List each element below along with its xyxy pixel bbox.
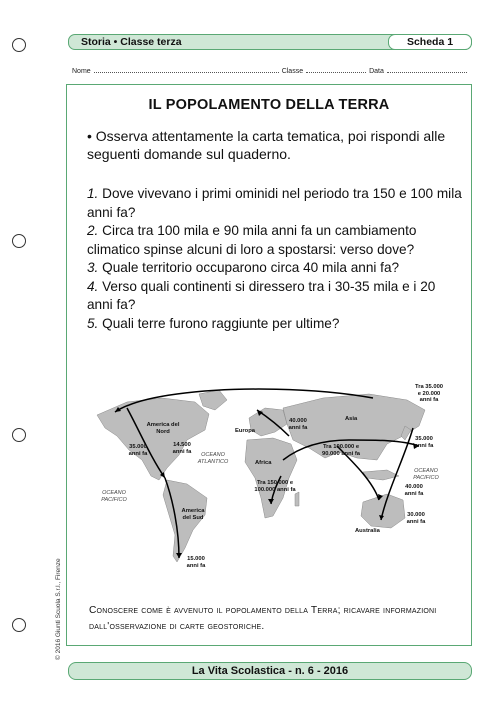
question-4: 4. Verso quali continenti si diressero tra i 30-35 mila e i 20 anni fa? — [87, 278, 436, 312]
date-na-east: 14.500 anni fa — [172, 442, 192, 455]
class-field[interactable] — [306, 66, 366, 73]
date-label: Data — [369, 68, 384, 75]
label-pacific-ocean-west: OCEANO PACIFICO — [101, 490, 127, 503]
date-ne-asia: Tra 35.000 e 20.000 anni fa — [414, 384, 444, 403]
label-australia: Australia — [355, 528, 380, 534]
north-america-shape — [97, 398, 209, 480]
class-label: Classe — [281, 68, 304, 75]
label-south-america: America del Sud — [181, 508, 205, 521]
label-atlantic-ocean: OCEANO ATLANTICO — [197, 452, 229, 465]
footer-bar: La Vita Scolastica - n. 6 - 2016 — [68, 662, 472, 680]
greenland-shape — [199, 390, 227, 410]
africa-shape — [245, 438, 297, 518]
date-field[interactable] — [387, 66, 467, 73]
date-australia: 30.000 anni fa — [406, 512, 426, 525]
sheet-label: Scheda 1 — [388, 34, 472, 50]
date-na-west: 35.000 anni fa — [128, 444, 148, 457]
label-pacific-ocean-east: OCEANO PACIFICO — [413, 468, 439, 481]
label-africa: Africa — [255, 460, 272, 466]
date-sa-south: 15.000 anni fa — [186, 556, 206, 569]
date-africa: Tra 150.000 e 100.000 anni fa — [254, 480, 296, 493]
binder-hole-upper-middle — [12, 234, 26, 248]
date-japan: 35.000 anni fa — [414, 436, 434, 449]
worksheet-title: IL POPOLAMENTO DELLA TERRA — [148, 97, 390, 113]
label-asia: Asia — [345, 416, 358, 422]
copyright-notice: © 2016 Giunti Scuola S.r.l., Firenze — [55, 558, 62, 660]
header-bar — [68, 34, 472, 50]
subject-label: Storia • Classe terza — [81, 36, 182, 48]
migration-map — [87, 380, 447, 580]
label-north-america: America del Nord — [146, 422, 180, 435]
date-europe: 40.000 anni fa — [288, 418, 308, 431]
label-europe: Europa — [235, 428, 255, 434]
learning-objective: Conoscere come è avvenuto il popolamento della Terra; ricavare informazioni dall'osservazione di carte geostoriche. — [89, 605, 437, 632]
madagascar-shape — [295, 492, 299, 506]
name-label: Nome — [72, 68, 91, 75]
question-list — [87, 185, 462, 333]
binder-hole-lower-middle — [12, 428, 26, 442]
date-se-asia: 40.000 anni fa — [404, 484, 424, 497]
binder-hole-bottom — [12, 618, 26, 632]
question-3: 3. Quale territorio occuparono circa 40 mila anni fa? — [87, 260, 400, 275]
question-2: 2. Circa tra 100 mila e 90 mila anni fa un cambiamento climatico spinse alcuni di loro a spostarsi: verso dove? — [87, 223, 417, 257]
binder-hole-top — [12, 38, 26, 52]
date-asia-mid: Tra 100.000 e 90.000 anni fa — [321, 444, 361, 457]
worksheet-box — [66, 84, 472, 646]
student-fields — [72, 66, 472, 75]
instructions: • Osserva attentamente la carta tematica, poi rispondi alle seguenti domande sul quaderno. — [87, 128, 446, 162]
question-1: 1. Dove vivevano i primi ominidi nel periodo tra 150 e 100 mila anni fa? — [87, 186, 462, 220]
name-field[interactable] — [94, 66, 279, 73]
southeast-asia-shape — [363, 470, 399, 480]
question-5: 5. Quali terre furono raggiunte per ultime? — [87, 315, 340, 331]
